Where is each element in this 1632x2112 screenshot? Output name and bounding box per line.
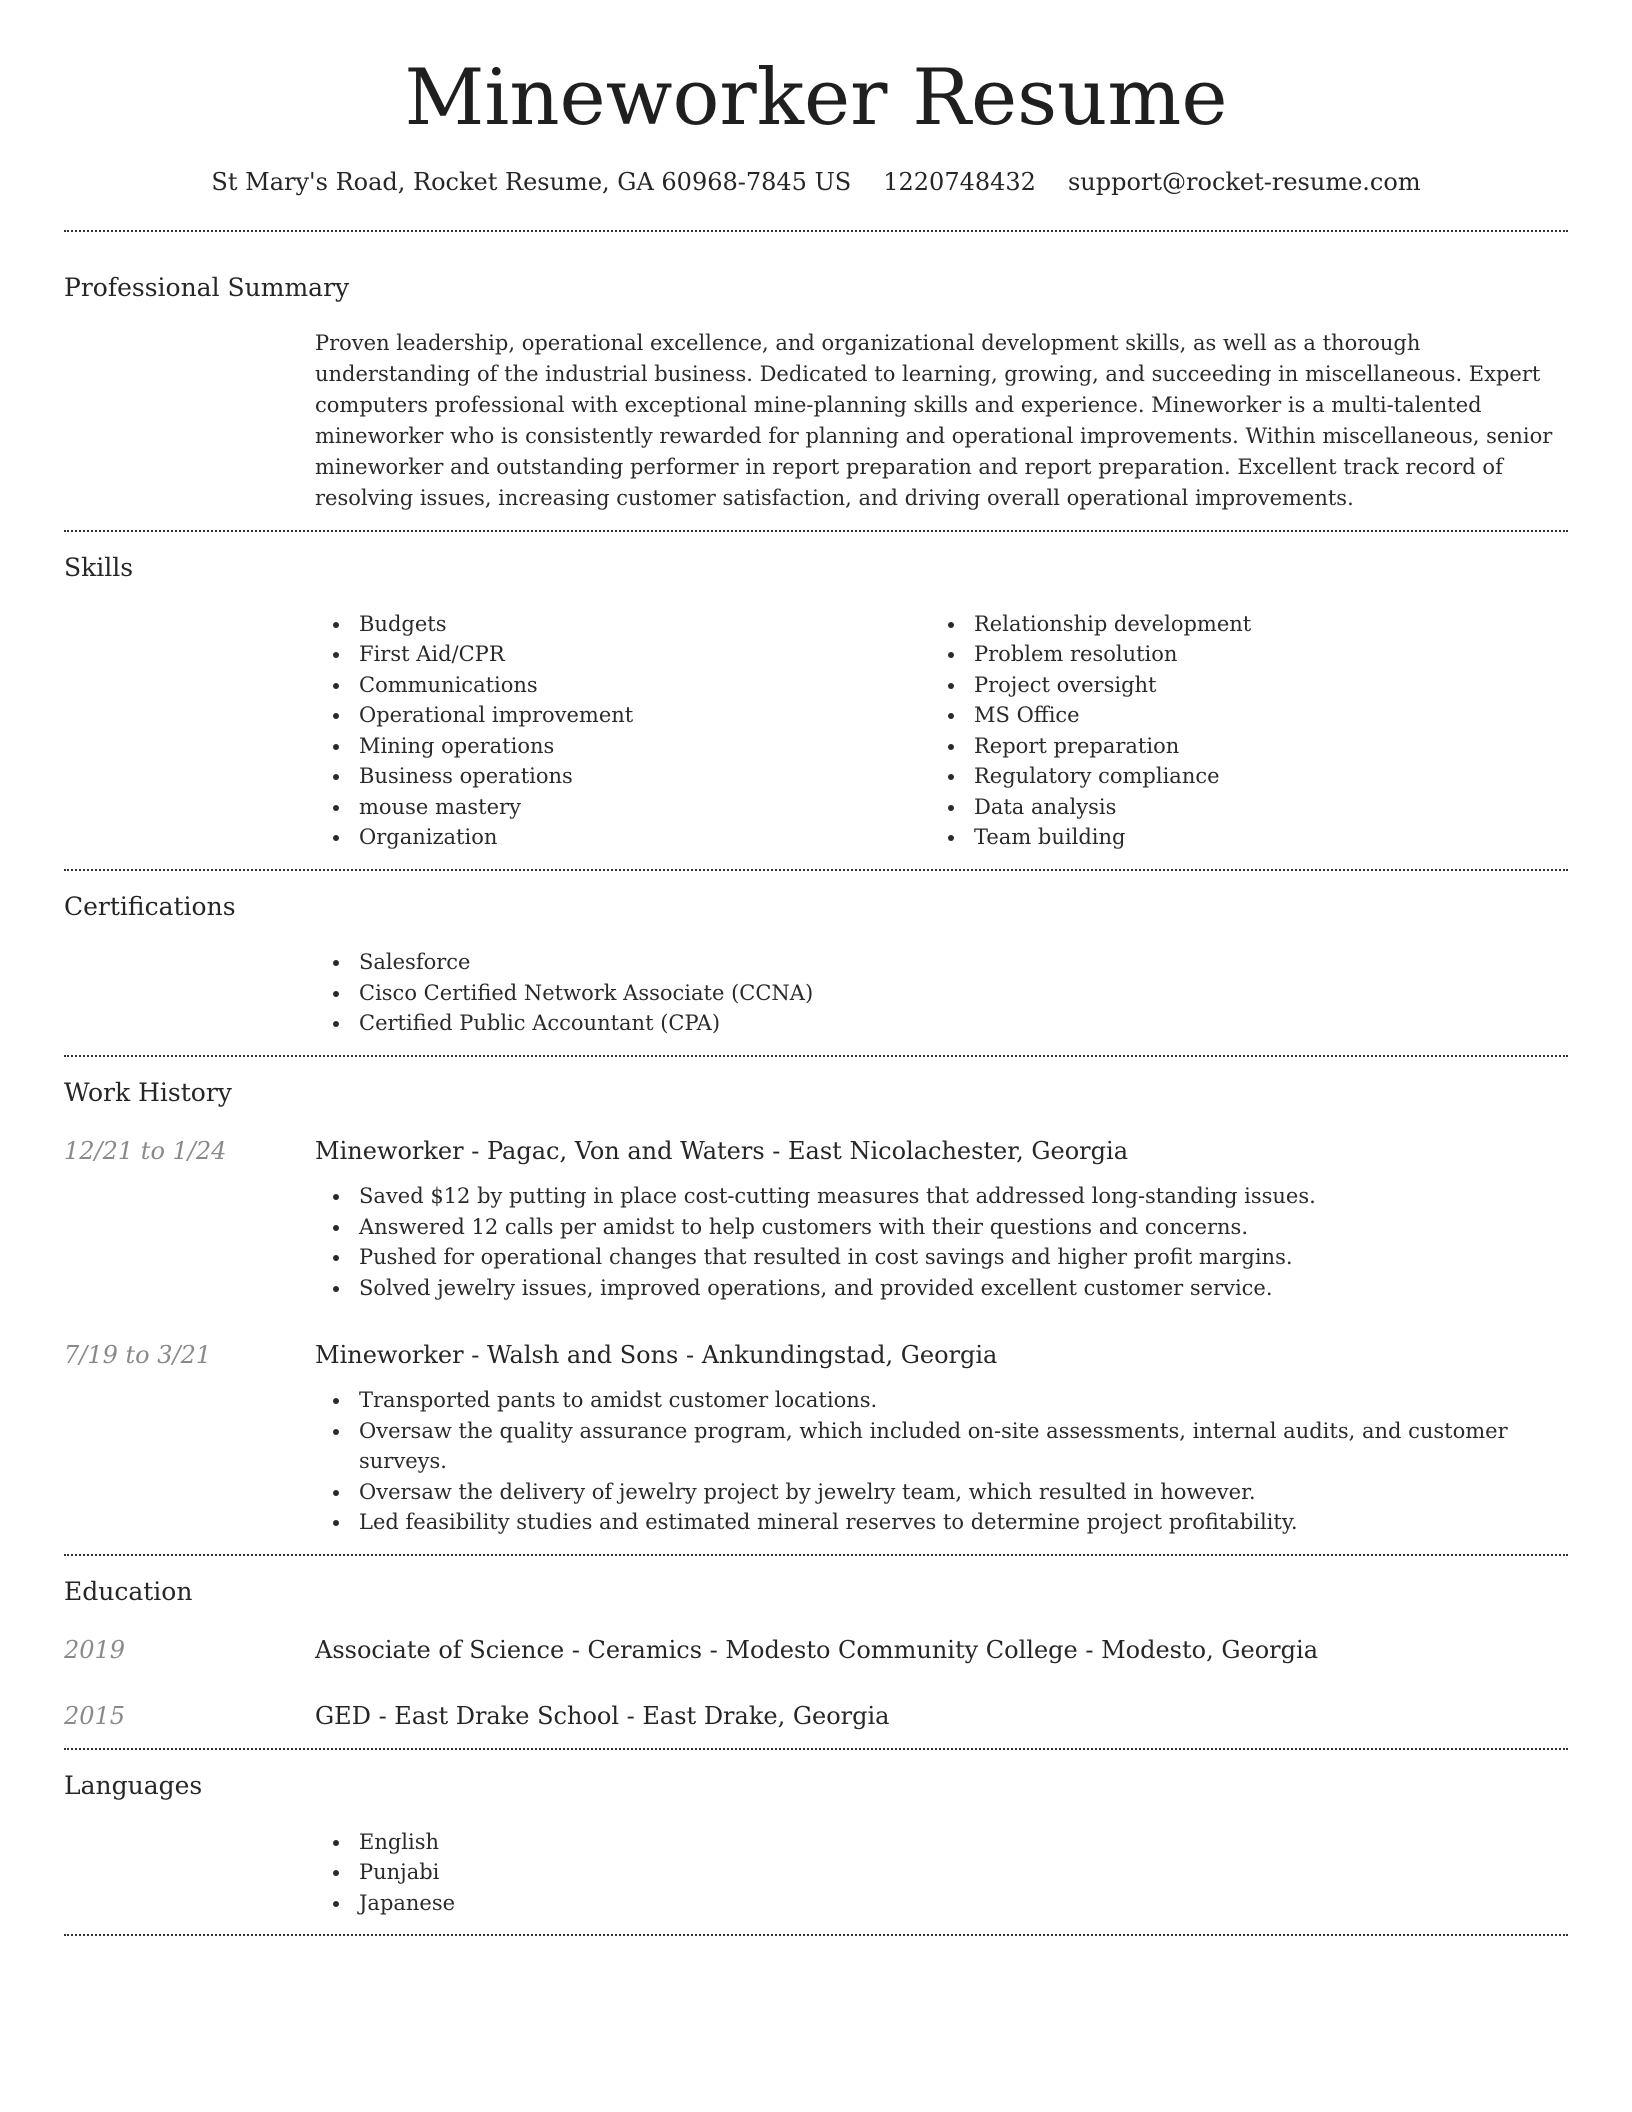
list-item: Report preparation — [930, 731, 1545, 762]
divider — [64, 1934, 1568, 1936]
certifications-list — [315, 947, 1568, 1039]
job-entry — [64, 1339, 1568, 1538]
resume-title: Mineworker Resume — [404, 53, 1228, 143]
languages-list — [315, 1827, 1568, 1919]
job-bullets — [315, 1181, 1568, 1303]
job-title: Mineworker - Pagac, Von and Waters - East Nicolachester, Georgia — [315, 1137, 1128, 1166]
education-year: 2019 — [64, 1636, 126, 1665]
list-item: Certified Public Accountant (CPA) — [315, 1008, 1568, 1039]
education-year: 2015 — [64, 1702, 126, 1731]
list-item: Pushed for operational changes that resulted in cost savings and higher profit margins. — [315, 1242, 1568, 1273]
list-item: Regulatory compliance — [930, 761, 1545, 792]
list-item: Data analysis — [930, 792, 1545, 823]
section-title-certifications: Certifications — [64, 891, 236, 921]
skills-list-left — [315, 609, 930, 853]
resume-header — [64, 0, 1568, 196]
job-dates: 7/19 to 3/21 — [64, 1341, 212, 1370]
skills-section — [64, 532, 1568, 869]
list-item: Communications — [315, 670, 930, 701]
list-item: English — [315, 1827, 1568, 1858]
summary-text: Proven leadership, operational excellence, and organizational development skills, as well as a thorough understanding of the industrial business. Dedicated to learning, growing, and succeeding in miscellaneous. Expert computers professional with exceptional mine-planning skills and experience. Mineworker is a multi-talented mineworker who is consistently rewarded for planning and operational improvements. Within miscellaneous, senior mineworker and outstanding performer in report preparation and report preparation. Excellent track record of resolving issues, increasing customer satisfaction, and driving overall operational improvements. — [315, 331, 1553, 511]
list-item: Organization — [315, 822, 930, 853]
list-item: Operational improvement — [315, 700, 930, 731]
job-bullets — [315, 1385, 1568, 1538]
section-title-work-history: Work History — [64, 1077, 232, 1107]
education-entry — [64, 1634, 1568, 1666]
list-item: Led feasibility studies and estimated mineral reserves to determine project profitability. — [315, 1507, 1568, 1538]
list-item: Oversaw the delivery of jewelry project by jewelry team, which resulted in however. — [315, 1477, 1568, 1508]
contact-phone: 1220748432 — [883, 167, 1036, 196]
education-section — [64, 1556, 1568, 1749]
job-dates: 12/21 to 1/24 — [64, 1137, 227, 1166]
section-title-education: Education — [64, 1576, 193, 1606]
list-item: Team building — [930, 822, 1545, 853]
section-title-summary: Professional Summary — [64, 272, 350, 302]
section-title-skills: Skills — [64, 553, 134, 583]
languages-section — [64, 1750, 1568, 1934]
skills-list-right — [930, 609, 1545, 853]
list-item: Solved jewelry issues, improved operations, and provided excellent customer service. — [315, 1273, 1568, 1304]
education-title: Associate of Science - Ceramics - Modesto Community College - Modesto, Georgia — [315, 1636, 1318, 1665]
contact-email: support@rocket-resume.com — [1067, 167, 1421, 196]
list-item: Problem resolution — [930, 639, 1545, 670]
list-item: Japanese — [315, 1888, 1568, 1919]
contact-address: St Mary's Road, Rocket Resume, GA 60968-7845 US — [211, 167, 852, 196]
certifications-section — [64, 871, 1568, 1055]
education-title: GED - East Drake School - East Drake, Georgia — [315, 1702, 890, 1731]
summary-section — [64, 232, 1568, 531]
list-item: Budgets — [315, 609, 930, 640]
list-item: Relationship development — [930, 609, 1545, 640]
list-item: Oversaw the quality assurance program, which included on-site assessments, internal audits, and customer surveys. — [315, 1416, 1568, 1477]
list-item: Project oversight — [930, 670, 1545, 701]
contact-line — [64, 168, 1568, 196]
job-entry — [64, 1135, 1568, 1303]
list-item: Answered 12 calls per amidst to help customers with their questions and concerns. — [315, 1212, 1568, 1243]
list-item: Business operations — [315, 761, 930, 792]
section-title-languages: Languages — [64, 1771, 203, 1801]
list-item: Salesforce — [315, 947, 1568, 978]
list-item: Transported pants to amidst customer locations. — [315, 1385, 1568, 1416]
job-title: Mineworker - Walsh and Sons - Ankundingstad, Georgia — [315, 1341, 998, 1370]
list-item: mouse mastery — [315, 792, 930, 823]
list-item: Cisco Certified Network Associate (CCNA) — [315, 978, 1568, 1009]
list-item: MS Office — [930, 700, 1545, 731]
list-item: Mining operations — [315, 731, 930, 762]
education-entry — [64, 1700, 1568, 1732]
work-history-section — [64, 1057, 1568, 1554]
list-item: Punjabi — [315, 1857, 1568, 1888]
list-item: Saved $12 by putting in place cost-cutting measures that addressed long-standing issues. — [315, 1181, 1568, 1212]
list-item: First Aid/CPR — [315, 639, 930, 670]
